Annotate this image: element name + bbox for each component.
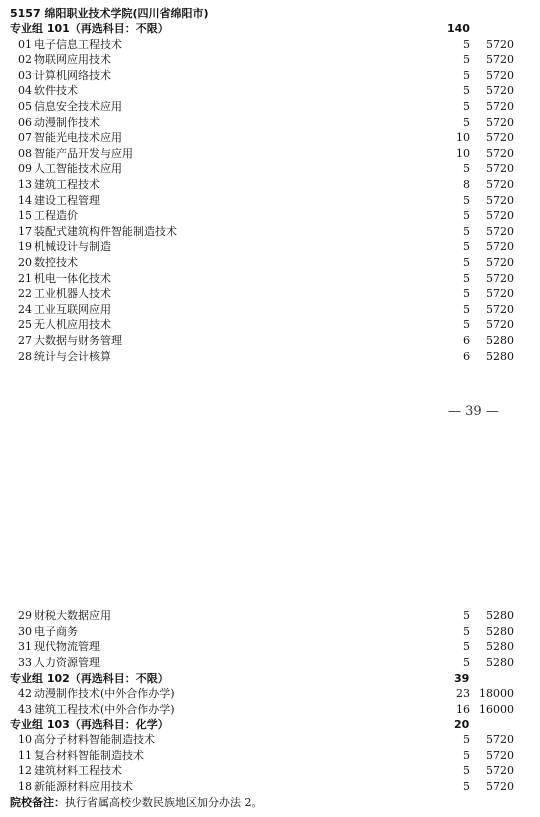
plan-count: 5 bbox=[463, 84, 470, 98]
major-name: 计算机网络技术 bbox=[34, 68, 111, 82]
major-code: 17 bbox=[18, 224, 32, 238]
major-name: 新能源材料应用技术 bbox=[34, 779, 133, 793]
major-row bbox=[0, 224, 540, 239]
major-row bbox=[0, 193, 540, 208]
plan-count: 6 bbox=[463, 349, 470, 363]
major-code: 10 bbox=[18, 733, 32, 746]
major-name: 建筑工程技术 bbox=[34, 177, 100, 191]
major-name: 装配式建筑构件智能制造技术 bbox=[34, 224, 177, 238]
plan-count: 5 bbox=[463, 255, 470, 269]
major-row bbox=[0, 702, 540, 717]
major-code: 08 bbox=[18, 146, 32, 160]
major-name: 现代物流管理 bbox=[34, 640, 100, 654]
tuition-fee: 5720 bbox=[486, 764, 514, 778]
plan-count: 5 bbox=[463, 733, 470, 746]
plan-count: 5 bbox=[463, 68, 470, 82]
major-row bbox=[0, 37, 540, 52]
plan-count: 5 bbox=[463, 99, 470, 113]
major-code: 29 bbox=[18, 609, 32, 622]
major-row bbox=[0, 317, 540, 332]
plan-count: 5 bbox=[463, 640, 470, 654]
tuition-fee: 5720 bbox=[486, 84, 514, 98]
major-code: 02 bbox=[18, 53, 32, 67]
major-name: 智能光电技术应用 bbox=[34, 131, 122, 145]
major-row bbox=[0, 349, 540, 364]
major-code: 13 bbox=[18, 177, 32, 191]
tuition-fee: 5720 bbox=[486, 240, 514, 254]
plan-count: 5 bbox=[463, 655, 470, 669]
major-name: 无人机应用技术 bbox=[34, 318, 111, 332]
major-code: 27 bbox=[18, 333, 32, 347]
major-code: 30 bbox=[18, 624, 32, 638]
major-name: 数控技术 bbox=[34, 255, 78, 269]
school-name: 绵阳职业技术学院(四川省绵阳市) bbox=[44, 7, 209, 20]
major-code: 03 bbox=[18, 68, 32, 82]
major-name: 大数据与财务管理 bbox=[34, 333, 122, 347]
major-code: 33 bbox=[18, 655, 32, 669]
major-code: 20 bbox=[18, 255, 32, 269]
plan-count: 5 bbox=[463, 193, 470, 207]
major-row bbox=[0, 177, 540, 192]
tuition-fee: 5720 bbox=[486, 733, 514, 746]
tuition-fee: 5720 bbox=[486, 162, 514, 176]
major-name: 人力资源管理 bbox=[34, 655, 100, 669]
major-code: 42 bbox=[18, 687, 32, 700]
plan-count: 10 bbox=[456, 146, 470, 160]
major-row bbox=[0, 161, 540, 176]
plan-count: 8 bbox=[463, 177, 470, 191]
group-header: 专业组 101（再选科目：不限） bbox=[10, 22, 169, 35]
plan-count: 5 bbox=[463, 609, 470, 622]
plan-count: 16 bbox=[456, 702, 470, 716]
tuition-fee: 5720 bbox=[486, 53, 514, 67]
major-row bbox=[0, 639, 540, 654]
tuition-fee: 5720 bbox=[486, 287, 514, 301]
major-name: 机电一体化技术 bbox=[34, 271, 111, 285]
tuition-fee: 5720 bbox=[486, 37, 514, 51]
major-row bbox=[0, 732, 540, 747]
major-code: 24 bbox=[18, 302, 32, 316]
major-code: 19 bbox=[18, 240, 32, 254]
major-row bbox=[0, 68, 540, 83]
tuition-fee: 5720 bbox=[486, 193, 514, 207]
plan-count: 5 bbox=[463, 53, 470, 67]
major-row bbox=[0, 333, 540, 348]
major-code: 05 bbox=[18, 99, 32, 113]
major-name: 建筑工程技术(中外合作办学) bbox=[34, 702, 175, 716]
tuition-fee: 5720 bbox=[486, 68, 514, 82]
major-row bbox=[0, 130, 540, 145]
plan-count: 5 bbox=[463, 302, 470, 316]
major-name: 统计与会计核算 bbox=[34, 349, 111, 363]
tuition-fee: 5720 bbox=[486, 302, 514, 316]
major-code: 06 bbox=[18, 115, 32, 129]
major-name: 工业互联网应用 bbox=[34, 302, 111, 316]
tuition-fee: 5280 bbox=[486, 624, 514, 638]
tuition-fee: 5720 bbox=[486, 318, 514, 332]
plan-count: 5 bbox=[463, 115, 470, 129]
plan-count: 23 bbox=[456, 687, 470, 700]
major-name: 电子信息工程技术 bbox=[34, 37, 122, 51]
major-code: 31 bbox=[18, 640, 32, 654]
major-row bbox=[0, 686, 540, 701]
plan-count: 5 bbox=[463, 624, 470, 638]
major-name: 电子商务 bbox=[34, 624, 78, 638]
tuition-fee: 5720 bbox=[486, 131, 514, 145]
tuition-fee: 16000 bbox=[479, 702, 514, 716]
major-name: 财税大数据应用 bbox=[34, 609, 111, 622]
major-row bbox=[0, 302, 540, 317]
tuition-fee: 5720 bbox=[486, 255, 514, 269]
group-header: 专业组 102（再选科目：不限） bbox=[10, 672, 169, 685]
tuition-fee: 5280 bbox=[486, 609, 514, 622]
major-row bbox=[0, 83, 540, 98]
major-name: 建筑材料工程技术 bbox=[34, 764, 122, 778]
major-name: 工程造价 bbox=[34, 209, 78, 223]
tuition-fee: 5720 bbox=[486, 271, 514, 285]
major-code: 14 bbox=[18, 193, 32, 207]
tuition-fee: 18000 bbox=[479, 687, 514, 700]
plan-count: 5 bbox=[463, 287, 470, 301]
plan-count: 5 bbox=[463, 779, 470, 793]
major-code: 43 bbox=[18, 702, 32, 716]
tuition-fee: 5720 bbox=[486, 224, 514, 238]
tuition-fee: 5280 bbox=[486, 349, 514, 363]
major-row bbox=[0, 286, 540, 301]
major-name: 动漫制作技术 bbox=[34, 115, 100, 129]
school-code: 5157 bbox=[10, 7, 41, 20]
tuition-fee: 5720 bbox=[486, 748, 514, 762]
major-code: 22 bbox=[18, 287, 32, 301]
major-row bbox=[0, 255, 540, 270]
major-row bbox=[0, 763, 540, 778]
plan-count: 5 bbox=[463, 318, 470, 332]
school-note bbox=[10, 795, 263, 810]
plan-count: 5 bbox=[463, 224, 470, 238]
major-name: 复合材料智能制造技术 bbox=[34, 748, 144, 762]
major-name: 工业机器人技术 bbox=[34, 287, 111, 301]
group-total: 39 bbox=[454, 672, 470, 685]
tuition-fee: 5280 bbox=[486, 640, 514, 654]
note-label: 院校备注： bbox=[10, 796, 65, 809]
tuition-fee: 5720 bbox=[486, 779, 514, 793]
plan-count: 5 bbox=[463, 748, 470, 762]
tuition-fee: 5280 bbox=[486, 655, 514, 669]
major-name: 机械设计与制造 bbox=[34, 240, 111, 254]
major-row bbox=[0, 655, 540, 670]
plan-count: 5 bbox=[463, 240, 470, 254]
plan-count: 5 bbox=[463, 209, 470, 223]
plan-count: 10 bbox=[456, 131, 470, 145]
major-code: 15 bbox=[18, 209, 32, 223]
major-name: 智能产品开发与应用 bbox=[34, 146, 133, 160]
plan-count: 5 bbox=[463, 764, 470, 778]
major-row bbox=[0, 271, 540, 286]
tuition-fee: 5720 bbox=[486, 177, 514, 191]
plan-count: 5 bbox=[463, 162, 470, 176]
major-row bbox=[0, 239, 540, 254]
tuition-fee: 5720 bbox=[486, 209, 514, 223]
major-row bbox=[0, 779, 540, 794]
major-name: 信息安全技术应用 bbox=[34, 99, 122, 113]
major-name: 物联网应用技术 bbox=[34, 53, 111, 67]
major-row bbox=[0, 99, 540, 114]
tuition-fee: 5280 bbox=[486, 333, 514, 347]
major-name: 高分子材料智能制造技术 bbox=[34, 733, 155, 746]
major-code: 25 bbox=[18, 318, 32, 332]
major-code: 09 bbox=[18, 162, 32, 176]
major-code: 18 bbox=[18, 779, 32, 793]
major-code: 21 bbox=[18, 271, 32, 285]
plan-count: 5 bbox=[463, 37, 470, 51]
major-name: 动漫制作技术(中外合作办学) bbox=[34, 687, 175, 700]
page-number: — 39 — bbox=[448, 404, 499, 419]
major-code: 07 bbox=[18, 131, 32, 145]
tuition-fee: 5720 bbox=[486, 99, 514, 113]
major-code: 28 bbox=[18, 349, 32, 363]
major-code: 11 bbox=[18, 748, 32, 762]
school-header bbox=[10, 6, 209, 21]
group-total: 140 bbox=[447, 22, 470, 35]
major-row bbox=[0, 146, 540, 161]
major-code: 12 bbox=[18, 764, 32, 778]
group-header: 专业组 103（再选科目：化学） bbox=[10, 718, 169, 731]
major-row bbox=[0, 748, 540, 763]
group-total: 20 bbox=[454, 718, 470, 731]
major-name: 软件技术 bbox=[34, 84, 78, 98]
tuition-fee: 5720 bbox=[486, 146, 514, 160]
note-text: 执行省属高校少数民族地区加分办法 2。 bbox=[65, 796, 263, 809]
plan-count: 6 bbox=[463, 333, 470, 347]
major-row bbox=[0, 624, 540, 639]
major-row bbox=[0, 208, 540, 223]
major-row bbox=[0, 608, 540, 623]
major-code: 04 bbox=[18, 84, 32, 98]
tuition-fee: 5720 bbox=[486, 115, 514, 129]
plan-count: 5 bbox=[463, 271, 470, 285]
major-code: 01 bbox=[18, 37, 32, 51]
major-name: 建设工程管理 bbox=[34, 193, 100, 207]
major-name: 人工智能技术应用 bbox=[34, 162, 122, 176]
major-row bbox=[0, 52, 540, 67]
major-row bbox=[0, 115, 540, 130]
